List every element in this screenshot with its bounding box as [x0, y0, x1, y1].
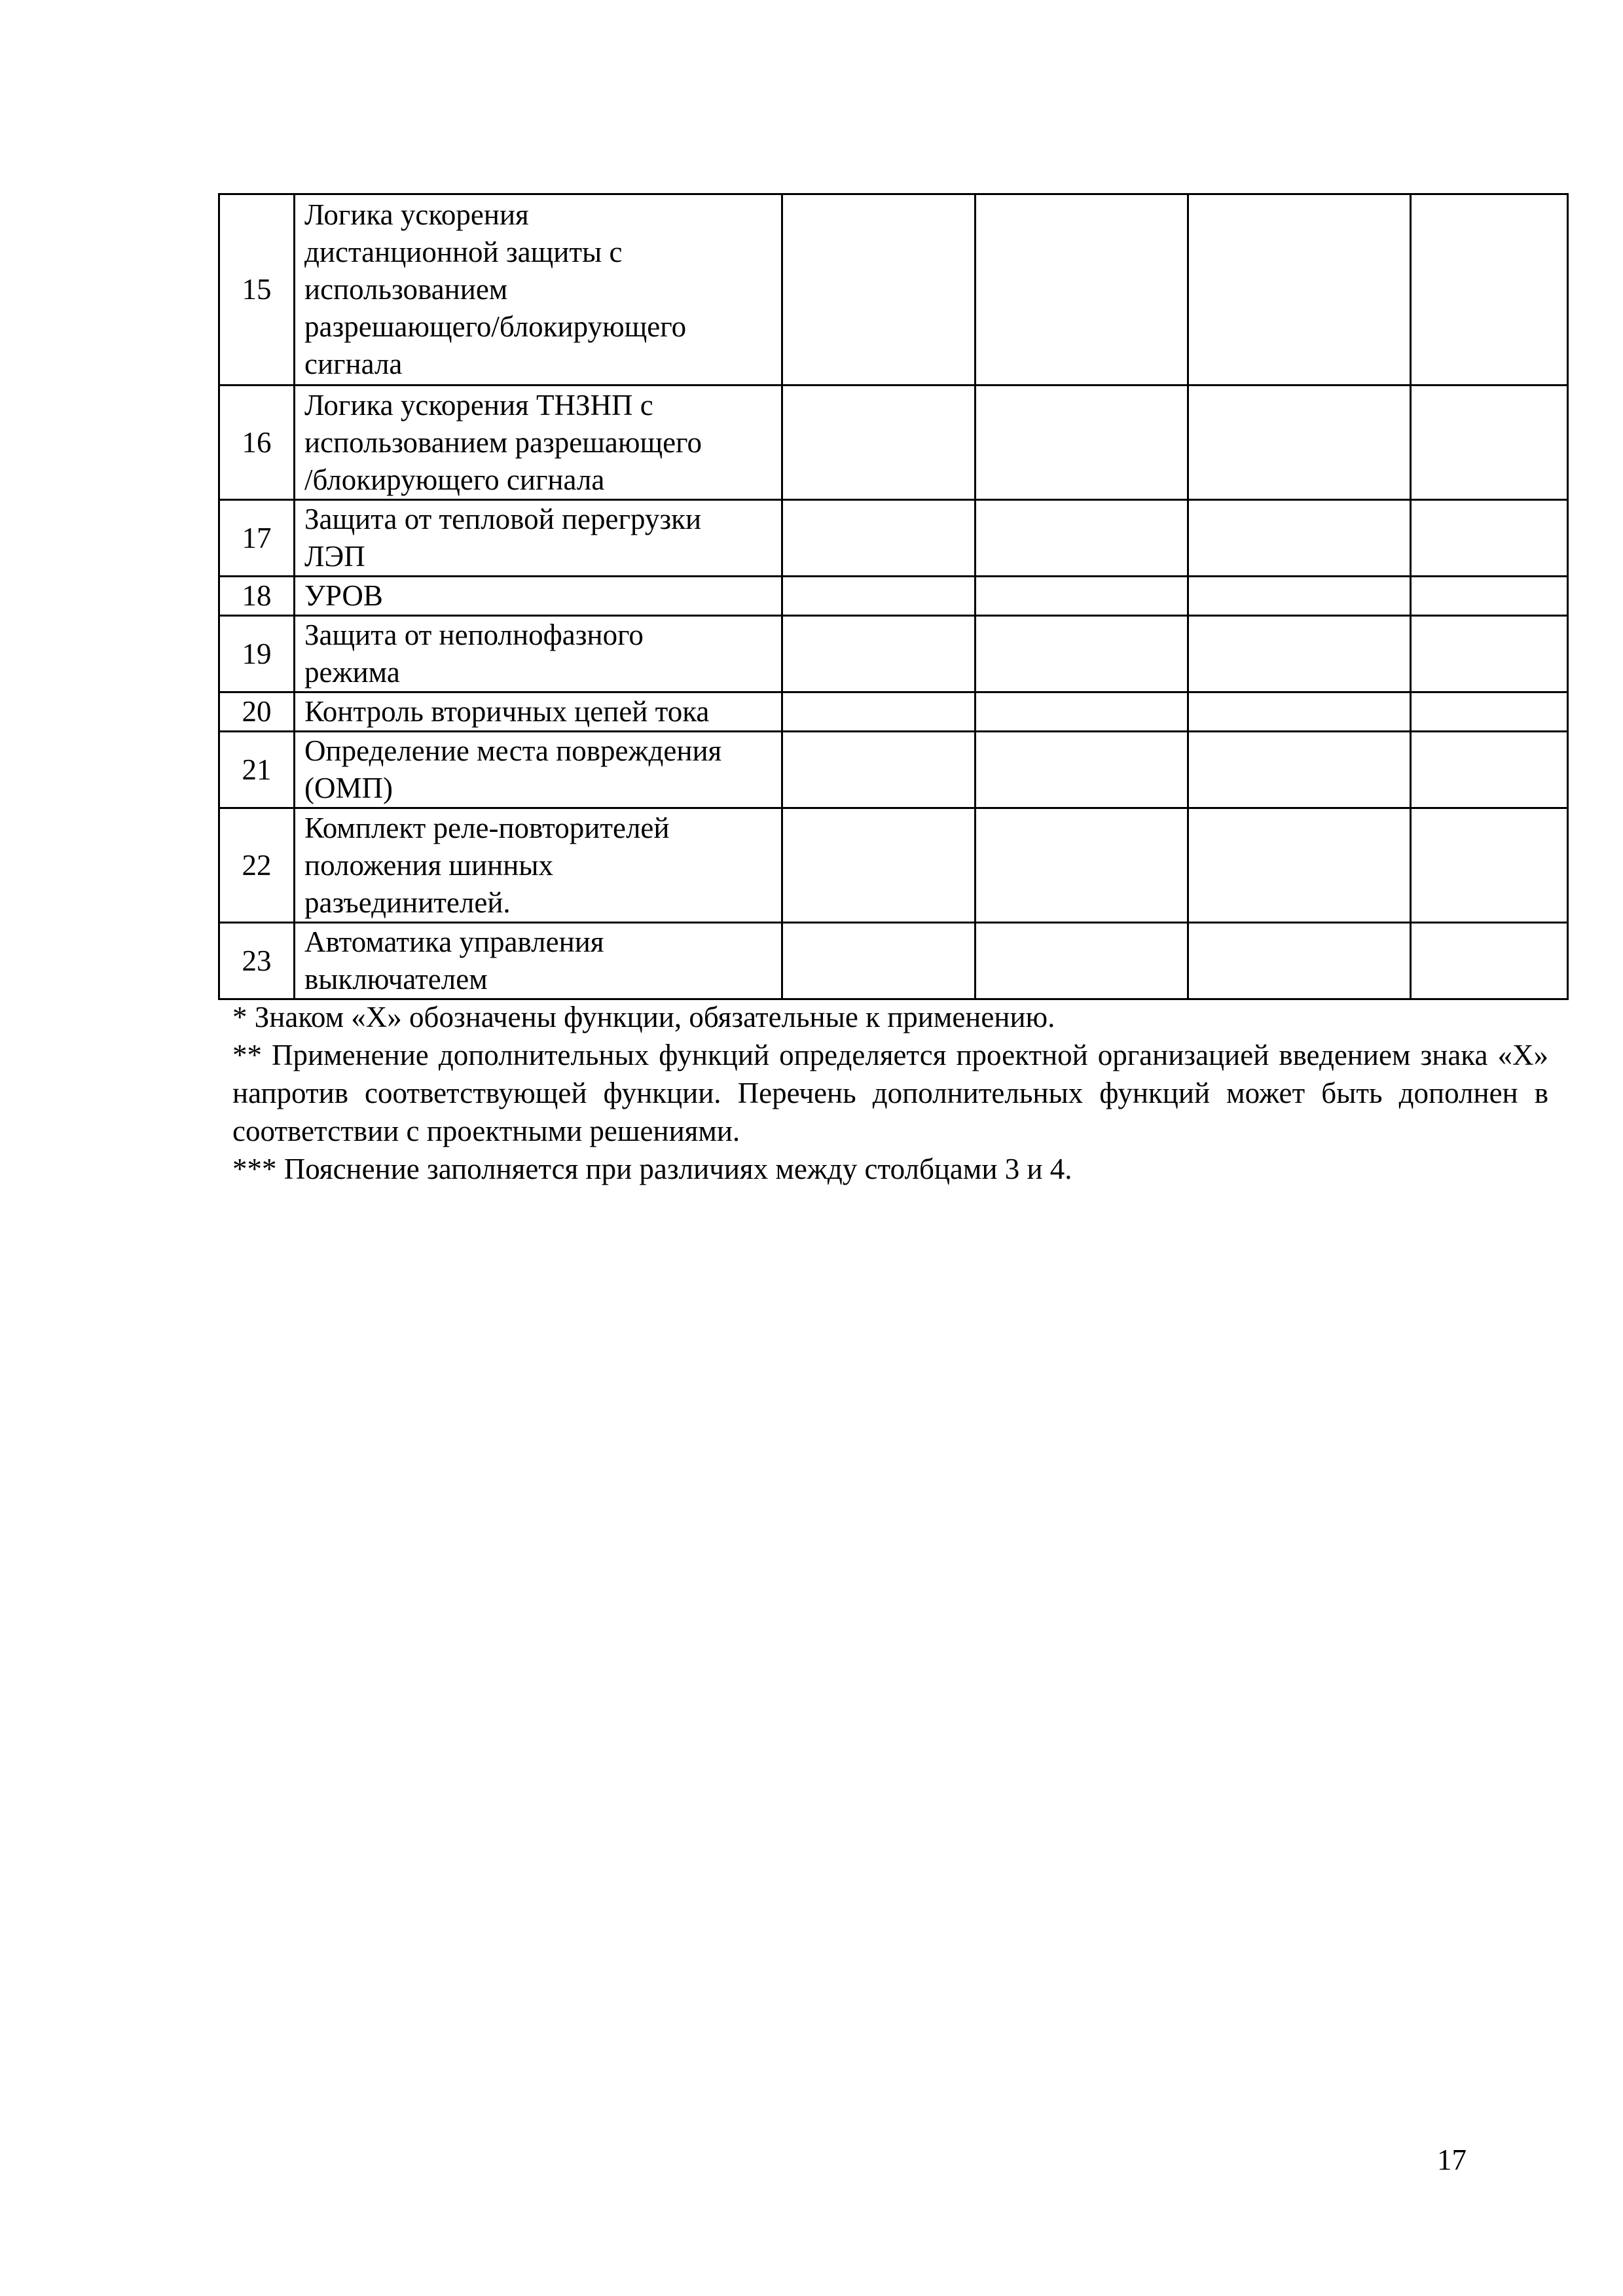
table-row: [219, 500, 1568, 577]
function-name-line: разрешающего/блокирующего: [304, 310, 687, 343]
function-name-line: Защита от неполнофазного: [304, 619, 644, 651]
function-name-line: Контроль вторичных цепей тока: [304, 695, 710, 728]
empty-cell: [782, 692, 976, 732]
empty-cell: [1188, 616, 1411, 692]
empty-cell: [976, 500, 1188, 577]
functions-table: [218, 193, 1569, 1000]
empty-cell: [1188, 577, 1411, 616]
empty-cell: [976, 808, 1188, 923]
empty-cell: [1411, 732, 1568, 808]
function-name-line: Определение места повреждения: [304, 734, 722, 767]
function-name-line: выключателем: [304, 963, 488, 996]
table-row: [219, 923, 1568, 999]
empty-cell: [1188, 386, 1411, 500]
function-name-cell: [295, 386, 782, 500]
function-name-cell: [295, 732, 782, 808]
function-name-cell: [295, 500, 782, 577]
empty-cell: [782, 386, 976, 500]
function-name-line: Логика ускорения: [304, 198, 529, 231]
empty-cell: [1188, 194, 1411, 386]
table-row: [219, 808, 1568, 923]
empty-cell: [1188, 808, 1411, 923]
empty-cell: [1188, 692, 1411, 732]
table-row: [219, 194, 1568, 386]
row-number: 19: [219, 616, 295, 692]
row-number: 22: [219, 808, 295, 923]
empty-cell: [1411, 577, 1568, 616]
empty-cell: [976, 577, 1188, 616]
empty-cell: [782, 616, 976, 692]
table-row: [219, 732, 1568, 808]
empty-cell: [1411, 692, 1568, 732]
empty-cell: [1411, 616, 1568, 692]
empty-cell: [1411, 500, 1568, 577]
empty-cell: [976, 386, 1188, 500]
function-name-line: УРОВ: [304, 579, 383, 612]
function-name-cell: [295, 577, 782, 616]
empty-cell: [782, 194, 976, 386]
footnotes: [232, 998, 1548, 1188]
empty-cell: [782, 577, 976, 616]
function-name-line: режима: [304, 656, 400, 689]
empty-cell: [1411, 194, 1568, 386]
function-name-cell: [295, 616, 782, 692]
row-number: 16: [219, 386, 295, 500]
footnote-mandatory: * Знаком «Х» обозначены функции, обязательные к применению.: [232, 1001, 1055, 1033]
row-number: 15: [219, 194, 295, 386]
function-name-line: Комплект реле-повторителей: [304, 811, 670, 844]
functions-table-body: [219, 194, 1568, 999]
function-name-line: разъединителей.: [304, 886, 511, 919]
function-name-line: положения шинных: [304, 848, 554, 882]
empty-cell: [976, 194, 1188, 386]
table-row: [219, 692, 1568, 732]
function-name-line: дистанционной защиты с: [304, 236, 623, 268]
empty-cell: [1188, 500, 1411, 577]
empty-cell: [1411, 808, 1568, 923]
function-name-line: /блокирующего сигнала: [304, 463, 605, 496]
footnote-explanation: *** Пояснение заполняется при различиях между столбцами 3 и 4.: [232, 1153, 1072, 1185]
empty-cell: [782, 808, 976, 923]
empty-cell: [782, 500, 976, 577]
row-number: 23: [219, 923, 295, 999]
function-name-line: ЛЭП: [304, 540, 365, 573]
empty-cell: [976, 616, 1188, 692]
function-name-line: Защита от тепловой перегрузки: [304, 503, 702, 535]
empty-cell: [976, 692, 1188, 732]
function-name-cell: [295, 692, 782, 732]
empty-cell: [782, 923, 976, 999]
row-number: 21: [219, 732, 295, 808]
row-number: 18: [219, 577, 295, 616]
empty-cell: [1188, 732, 1411, 808]
row-number: 17: [219, 500, 295, 577]
function-name-line: использованием: [304, 273, 508, 306]
table-row: [219, 577, 1568, 616]
function-name-cell: [295, 808, 782, 923]
empty-cell: [976, 732, 1188, 808]
row-number: 20: [219, 692, 295, 732]
empty-cell: [1411, 923, 1568, 999]
empty-cell: [976, 923, 1188, 999]
function-name-line: сигнала: [304, 348, 403, 380]
function-name-cell: [295, 923, 782, 999]
function-name-line: использованием разрешающего: [304, 425, 702, 459]
empty-cell: [1188, 923, 1411, 999]
function-name-line: (ОМП): [304, 772, 393, 804]
table-row: [219, 386, 1568, 500]
function-name-cell: [295, 194, 782, 386]
empty-cell: [1411, 386, 1568, 500]
function-name-line: Автоматика управления: [304, 925, 604, 958]
page-number: 17: [1437, 2144, 1467, 2176]
function-name-line: Логика ускорения ТНЗНП с: [304, 388, 653, 422]
footnote-additional: ** Применение дополнительных функций определяется проектной организацией введением знака «Х» напротив соответствующей функции. Перечень дополнительных функций может быть дополнен в соответствии с проектными решениями.: [232, 1039, 1548, 1147]
empty-cell: [782, 732, 976, 808]
table-row: [219, 616, 1568, 692]
